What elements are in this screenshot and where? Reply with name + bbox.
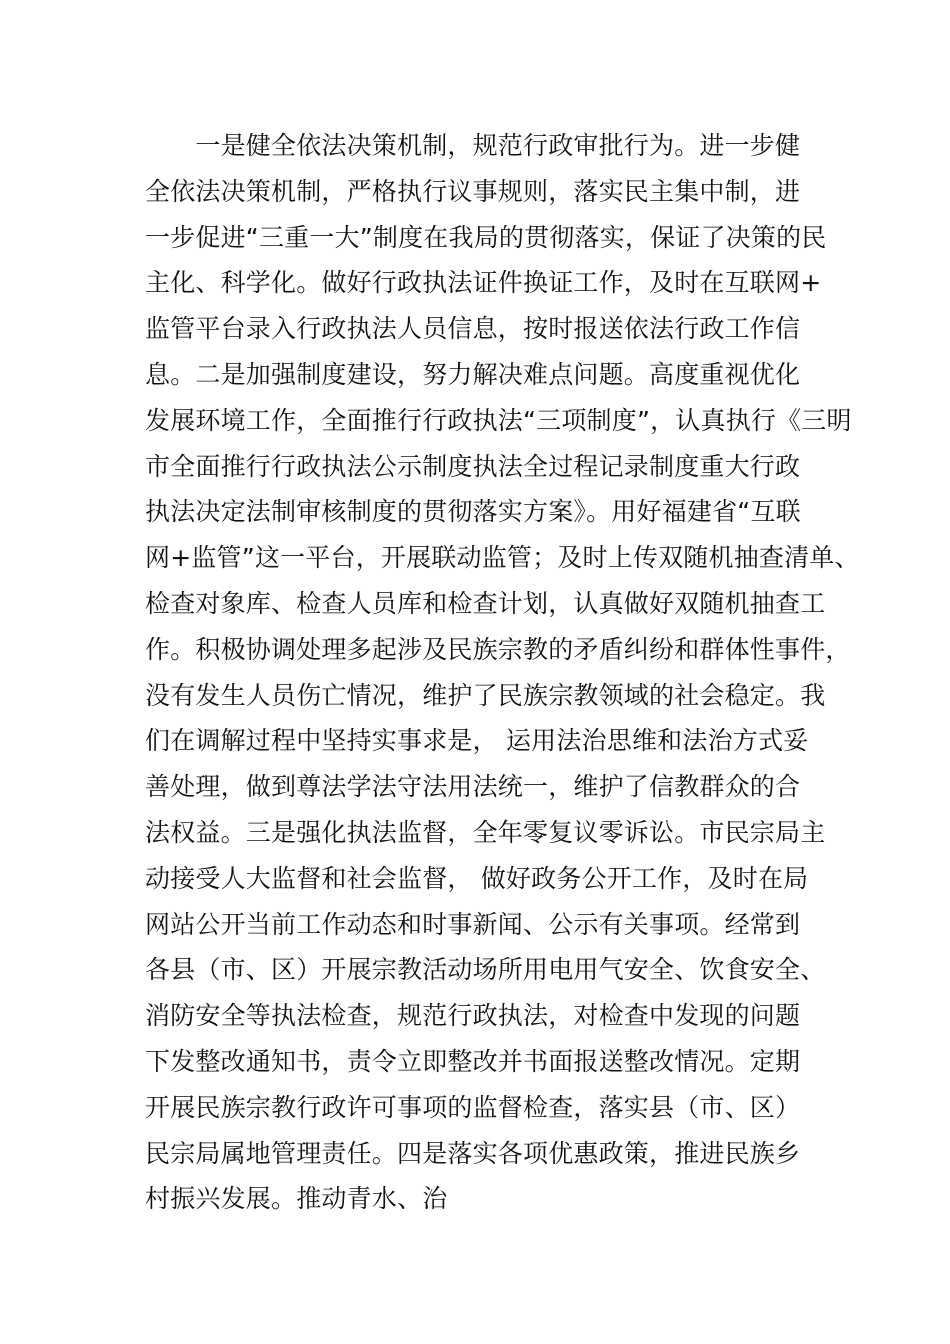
text-line: 没有发生人员伤亡情况，维护了民族宗教领域的社会稳定。我 [145, 680, 826, 710]
text-line: 网站公开当前工作动态和时事新闻、公示有关事项。经常到 [145, 909, 801, 939]
text-line: 作。积极协调处理多起涉及民族宗教的矛盾纠纷和群体性事件， [145, 634, 851, 664]
text-line: 民宗局属地管理责任。四是落实各项优惠政策，推进民族乡 [145, 1138, 801, 1168]
text-line: 检查对象库、检查人员库和检查计划，认真做好双随机抽查工 [145, 588, 826, 618]
text-line: 们在调解过程中坚持实事求是， 运用法治思维和法治方式妥 [145, 726, 809, 756]
text-line: 法权益。三是强化执法监督，全年零复议零诉讼。市民宗局主 [145, 817, 826, 847]
text-line: 市全面推行行政执法公示制度执法全过程记录制度重大行政 [145, 451, 801, 481]
text-line: 下发整改通知书，责令立即整改并书面报送整改情况。定期 [145, 1046, 801, 1076]
text-line: 村振兴发展。推动青水、治 [145, 1184, 448, 1214]
text-line: 发展环境工作，全面推行行政执法“三项制度”，认真执行《三明 [145, 405, 852, 435]
text-line: 一是健全依法决策机制，规范行政审批行为。进一步健 [145, 131, 801, 160]
body-paragraph [145, 123, 860, 1222]
text-line: 动接受人大监督和社会监督， 做好政务公开工作，及时在局 [145, 863, 809, 893]
text-line: 监管平台录入行政执法人员信息，按时报送依法行政工作信 [145, 314, 801, 344]
text-line: 息。二是加强制度建设，努力解决难点问题。高度重视优化 [145, 359, 801, 389]
text-line: 主化、科学化。做好行政执法证件换证工作，及时在互联网+ [145, 268, 822, 298]
text-line: 全依法决策机制，严格执行议事规则，落实民主集中制，进 [145, 176, 801, 206]
text-line: 开展民族宗教行政许可事项的监督检查，落实县（市、区） [145, 1092, 801, 1122]
text-line: 消防安全等执法检查，规范行政执法，对检查中发现的问题 [145, 1001, 801, 1031]
text-line: 网+监管”这一平台，开展联动监管；及时上传双随机抽查清单、 [145, 543, 860, 573]
text-line: 善处理，做到尊法学法守法用法统一，维护了信教群众的合 [145, 772, 801, 802]
text-line: 各县（市、区）开展宗教活动场所用电用气安全、饮食安全、 [145, 955, 826, 985]
text-line: 一步促进“三重一大”制度在我局的贯彻落实，保证了决策的民 [145, 222, 827, 252]
text-line: 执法决定法制审核制度的贯彻落实方案》。用好福建省“互联 [145, 497, 801, 527]
